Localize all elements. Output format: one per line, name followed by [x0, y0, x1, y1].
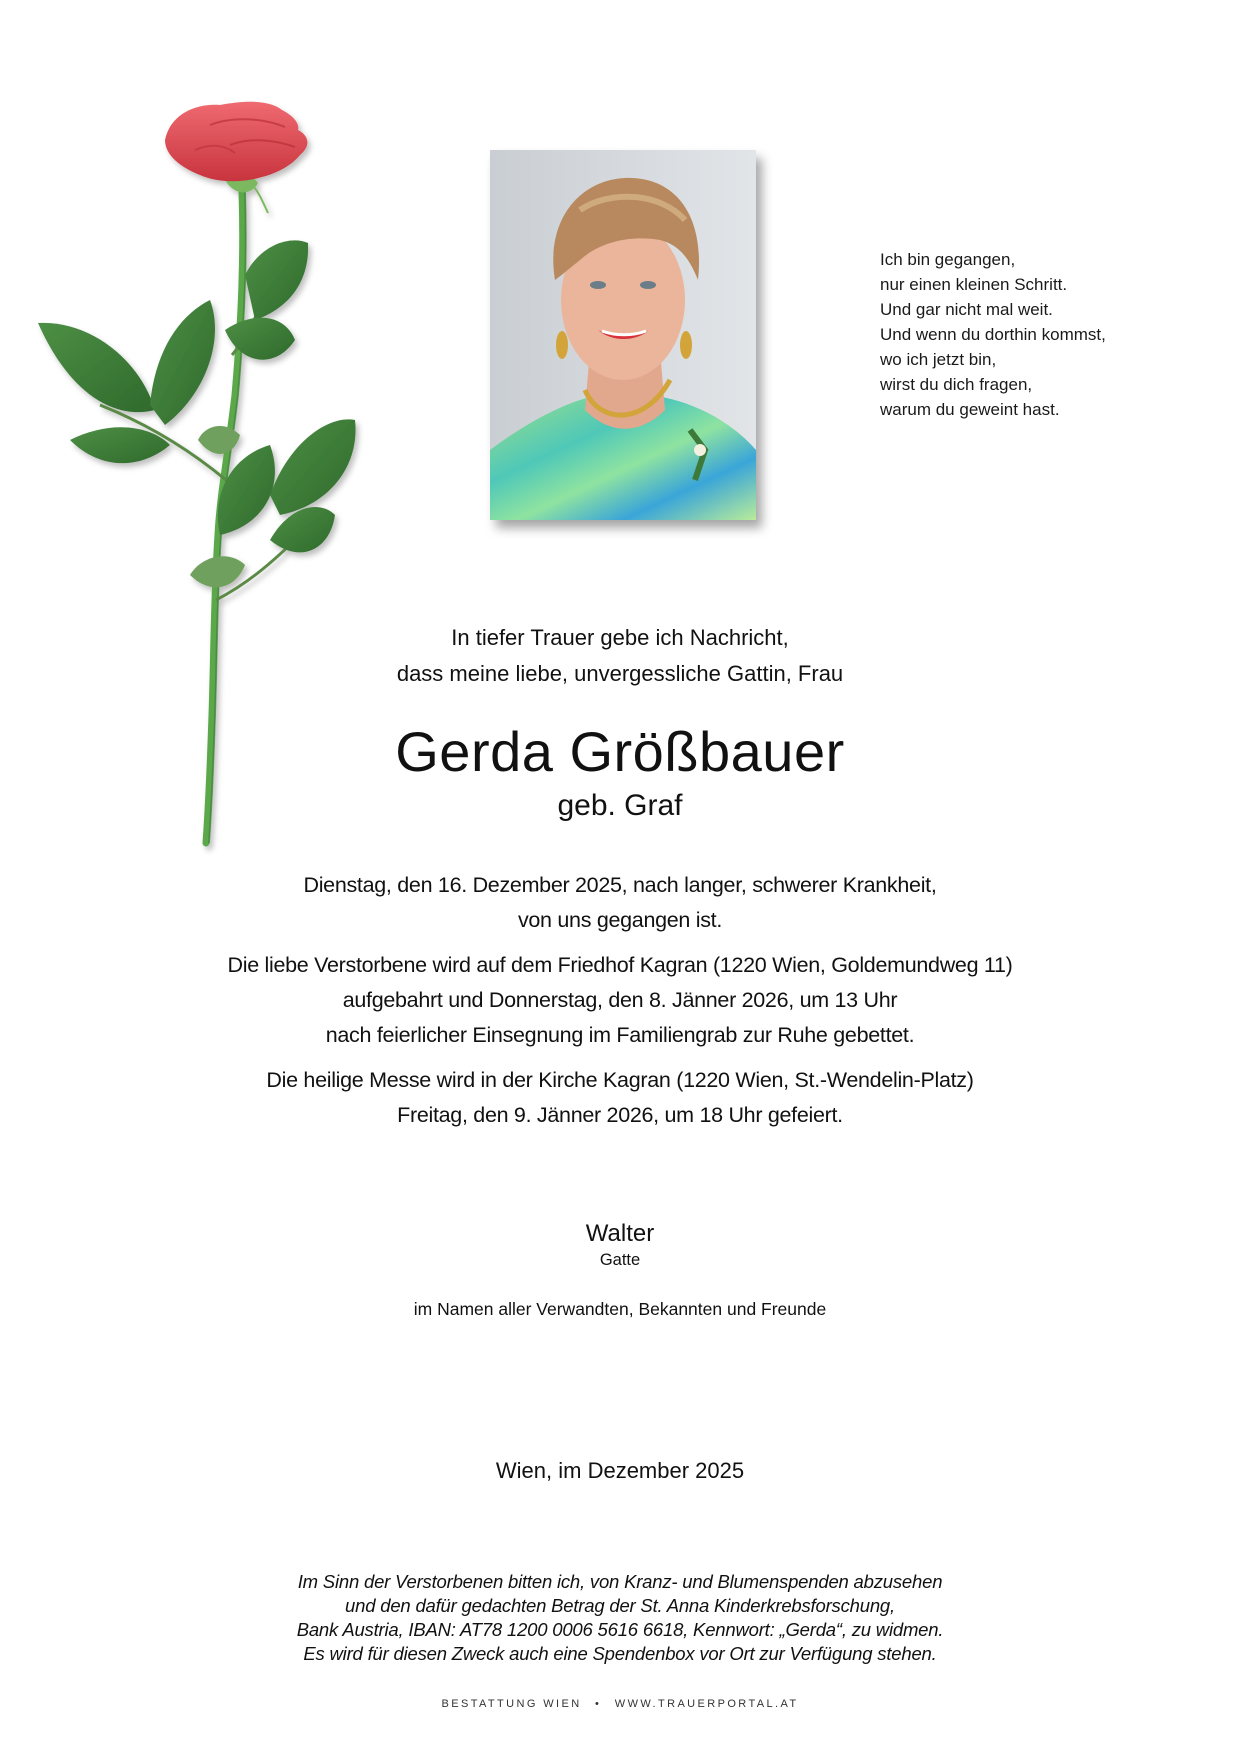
- portrait-icon: [490, 150, 756, 520]
- deceased-name: Gerda Größbauer: [395, 720, 845, 783]
- mass-line: Freitag, den 9. Jänner 2026, um 18 Uhr gefeiert.: [397, 1103, 843, 1127]
- poem-line: wo ich jetzt bin,: [880, 350, 997, 369]
- donation-line: Bank Austria, IBAN: AT78 1200 0006 5616 6618, Kennwort: „Gerda“, zu widmen.: [296, 1619, 944, 1640]
- poem-line: Und wenn du dorthin kommst,: [880, 325, 1106, 344]
- donation-line: und den dafür gedachten Betrag der St. Anna Kinderkrebsforschung,: [345, 1595, 895, 1616]
- poem: [880, 247, 1106, 422]
- footer-website-link[interactable]: WWW.TRAUERPORTAL.AT: [614, 1698, 799, 1710]
- footer: [0, 1698, 1240, 1710]
- donation-line: Im Sinn der Verstorbenen bitten ich, von Kranz- und Blumenspenden abzusehen: [297, 1571, 943, 1592]
- intro-text: [0, 620, 1240, 692]
- footer-company: BESTATTUNG WIEN: [441, 1698, 582, 1710]
- poem-line: wirst du dich fragen,: [880, 375, 1033, 394]
- intro-line-1: In tiefer Trauer gebe ich Nachricht,: [451, 625, 789, 650]
- burial-details: [0, 948, 1240, 1053]
- maiden-name: geb. Graf: [557, 789, 683, 822]
- poem-line: nur einen kleinen Schritt.: [880, 275, 1068, 294]
- mass-details: [0, 1063, 1240, 1133]
- intro-line-2: dass meine liebe, unvergessliche Gattin, Frau: [396, 661, 844, 686]
- signer-name: Walter: [585, 1220, 655, 1247]
- burial-line: nach feierlicher Einsegnung im Familiengrab zur Ruhe gebettet.: [325, 1023, 915, 1047]
- signer-role: Gatte: [599, 1251, 641, 1269]
- poem-line: warum du geweint hast.: [880, 400, 1060, 419]
- mass-line: Die heilige Messe wird in der Kirche Kagran (1220 Wien, St.-Wendelin-Platz): [266, 1068, 974, 1092]
- burial-line: aufgebahrt und Donnerstag, den 8. Jänner 2026, um 13 Uhr: [342, 988, 898, 1012]
- place-date: Wien, im Dezember 2025: [495, 1458, 745, 1483]
- family-line: im Namen aller Verwandten, Bekannten und Freunde: [413, 1299, 827, 1319]
- death-line: Dienstag, den 16. Dezember 2025, nach langer, schwerer Krankheit,: [303, 873, 937, 897]
- portrait-photo: [490, 150, 756, 520]
- donation-line: Es wird für diesen Zweck auch eine Spendenbox vor Ort zur Verfügung stehen.: [303, 1643, 937, 1664]
- donation-note: [0, 1570, 1240, 1666]
- poem-line: Ich bin gegangen,: [880, 250, 1016, 269]
- death-line: von uns gegangen ist.: [517, 908, 723, 932]
- footer-separator-icon: •: [595, 1698, 602, 1710]
- death-announcement: [0, 868, 1240, 938]
- poem-line: Und gar nicht mal weit.: [880, 300, 1053, 319]
- burial-line: Die liebe Verstorbene wird auf dem Friedhof Kagran (1220 Wien, Goldemundweg 11): [227, 953, 1013, 977]
